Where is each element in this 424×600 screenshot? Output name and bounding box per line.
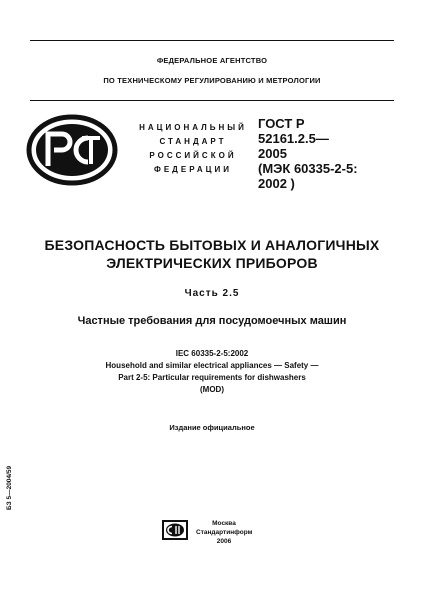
iec-line-2: Household and similar electrical appliances — Safety — xyxy=(105,361,319,370)
publisher-info xyxy=(196,519,252,546)
iec-line-1: IEC 60335-2-5:2002 xyxy=(175,349,249,358)
part-number: Часть 2.5 xyxy=(184,288,240,299)
standard-type xyxy=(138,121,248,177)
iec-line-3: Part 2-5: Particular requirements for dishwashers xyxy=(118,373,306,382)
standard-type-line-4: ФЕДЕРАЦИИ xyxy=(154,165,232,174)
iec-reference xyxy=(0,348,424,396)
document-subtitle: Частные требования для посудомоечных машин xyxy=(77,315,347,327)
standard-type-line-2: СТАНДАРТ xyxy=(159,137,227,146)
iec-line-4: (MOD) xyxy=(200,385,224,394)
standard-designation xyxy=(258,116,398,191)
side-note: БЗ 5—2004/59 xyxy=(6,465,13,510)
standard-type-line-1: НАЦИОНАЛЬНЫЙ xyxy=(139,123,247,132)
publisher-logo-icon xyxy=(162,520,188,540)
designation-line-2: 52161.2.5— xyxy=(258,131,329,146)
document-title xyxy=(0,236,424,272)
rst-logo-icon xyxy=(26,114,118,186)
designation-line-5: 2002 ) xyxy=(258,176,295,191)
edition-note: Издание официальное xyxy=(169,423,255,432)
header-rule xyxy=(30,100,394,101)
agency-line-1: ФЕДЕРАЛЬНОЕ АГЕНТСТВО xyxy=(156,56,268,65)
publisher-year: 2006 xyxy=(216,538,232,545)
agency-line-2: ПО ТЕХНИЧЕСКОМУ РЕГУЛИРОВАНИЮ И МЕТРОЛОГИИ xyxy=(103,76,321,85)
publisher-city: Москва xyxy=(212,520,236,527)
top-rule xyxy=(30,40,394,41)
designation-line-4: (МЭК 60335-2-5: xyxy=(258,161,358,176)
title-line-2: ЭЛЕКТРИЧЕСКИХ ПРИБОРОВ xyxy=(106,255,318,271)
title-line-1: БЕЗОПАСНОСТЬ БЫТОВЫХ И АНАЛОГИЧНЫХ xyxy=(44,237,380,253)
publisher-name: Стандартинформ xyxy=(196,529,253,536)
designation-line-1: ГОСТ Р xyxy=(258,116,305,131)
standard-type-line-3: РОССИЙСКОЙ xyxy=(149,151,237,160)
designation-line-3: 2005 xyxy=(258,146,287,161)
